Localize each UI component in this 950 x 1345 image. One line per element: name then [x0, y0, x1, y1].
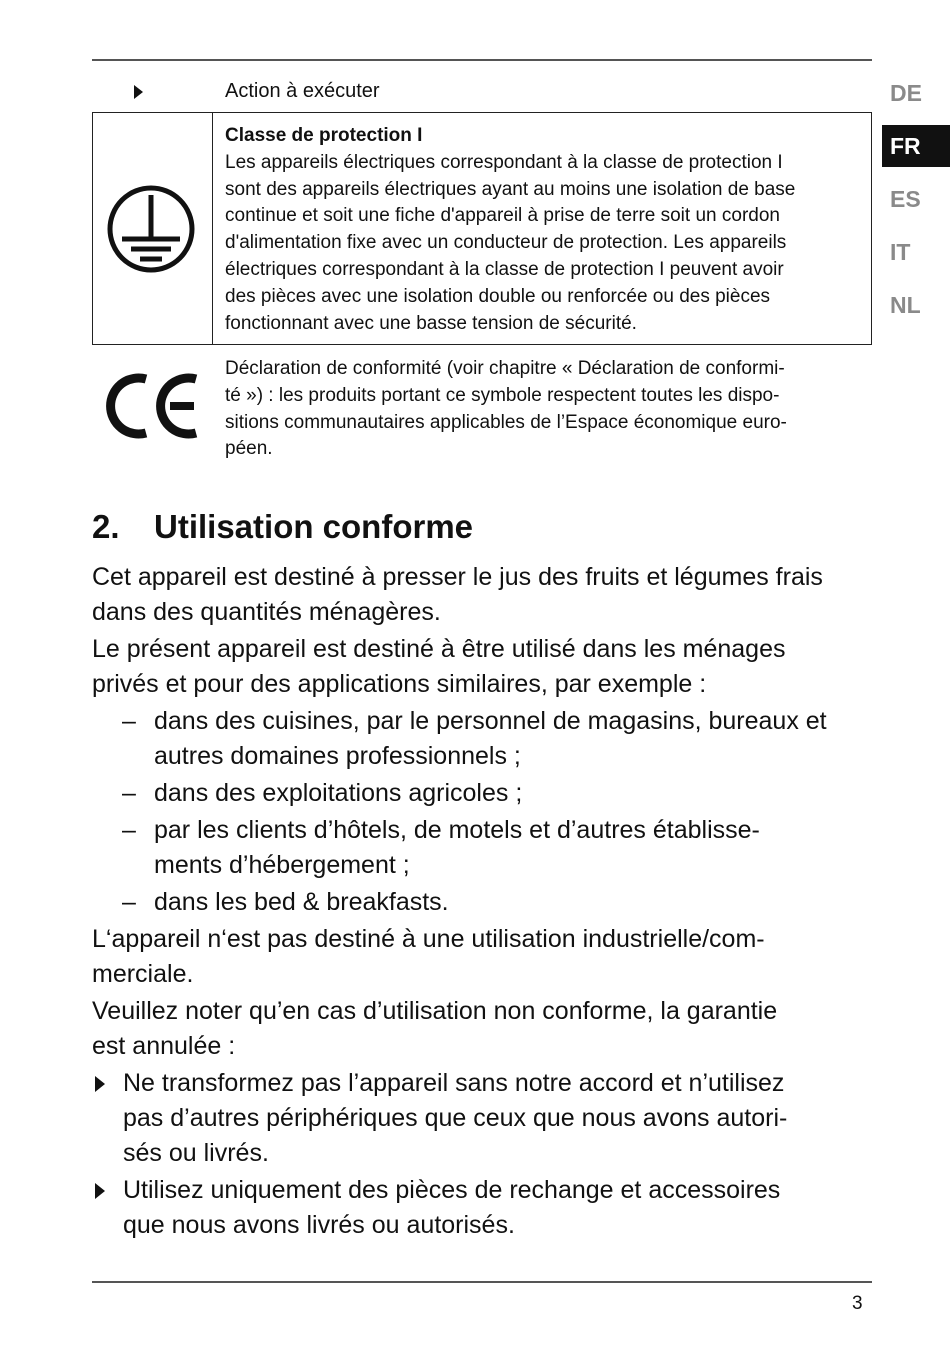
ce-mark-icon [102, 370, 202, 442]
intro-line: Cet appareil est destiné à presser le jus des fruits et légumes frais [92, 563, 823, 591]
section-title: Utilisation conforme [154, 508, 474, 545]
tab-nl[interactable]: NL [890, 292, 921, 318]
list-item-line: dans des exploitations agricoles ; [154, 779, 523, 807]
protection-line: Les appareils électriques correspondant à la classe de protection I [225, 151, 783, 173]
list-item-line: par les clients d’hôtels, de motels et d’autres établisse- [154, 816, 760, 844]
not-industrial-paragraph [92, 922, 882, 992]
protection-description [225, 123, 861, 337]
dash-bullet: – [122, 816, 136, 844]
intro-paragraph [92, 560, 882, 630]
top-rule [92, 59, 872, 61]
tab-es[interactable]: ES [890, 186, 921, 212]
usage-paragraph [92, 632, 882, 702]
list-item [122, 813, 884, 883]
list-item-line: ments d’hébergement ; [154, 851, 410, 879]
paragraph-line: Veuillez noter qu’en cas d’utilisation non conforme, la garantie [92, 997, 778, 1025]
tab-it[interactable]: IT [890, 239, 911, 265]
protection-line: sont des appareils électriques ayant au moins une isolation de base [225, 178, 796, 200]
section-number: 2. [92, 508, 120, 545]
protection-title: Classe de protection I [225, 125, 423, 146]
action-item [123, 1173, 863, 1243]
paragraph-line: L‘appareil n‘est pas destiné à une utilisation industrielle/com- [92, 925, 765, 953]
list-item-line: dans les bed & breakfasts. [154, 888, 449, 916]
protection-line: fonctionnant avec une basse tension de sécurité. [225, 312, 637, 334]
ce-line: péen. [225, 438, 273, 460]
intro-line: dans des quantités ménagères. [92, 598, 441, 626]
dash-bullet: – [122, 707, 136, 735]
dash-bullet: – [122, 888, 136, 916]
language-tabs [882, 72, 950, 337]
protective-earth-icon [105, 183, 197, 275]
tab-fr[interactable]: FR [882, 125, 950, 167]
protection-line: d'alimentation fixe avec un conducteur de protection. Les appareils [225, 232, 787, 254]
protection-line: continue et soit une fiche d'appareil à prise de terre soit un cordon [225, 205, 780, 227]
action-arrow-icon [95, 1183, 105, 1199]
warranty-paragraph [92, 994, 882, 1064]
protection-line: électriques correspondant à la classe de protection I peuvent avoir [225, 258, 784, 280]
section-heading [92, 508, 473, 546]
ce-line: té ») : les produits portant ce symbole respectent toutes les dispo- [225, 384, 780, 406]
dash-bullet: – [122, 779, 136, 807]
action-line: sés ou livrés. [123, 1139, 269, 1167]
usage-line: privés et pour des applications similaires, par exemple : [92, 670, 707, 698]
list-item [122, 885, 884, 920]
protection-symbol-cell [93, 113, 213, 344]
list-item-line: autres domaines professionnels ; [154, 742, 521, 770]
usage-line: Le présent appareil est destiné à être utilisé dans les ménages [92, 635, 786, 663]
ce-declaration-row [92, 356, 872, 466]
ce-line: sitions communautaires applicables de l’Espace économique euro- [225, 411, 787, 433]
action-line: pas d’autres périphériques que ceux que nous avons autori- [123, 1104, 788, 1132]
paragraph-line: est annulée : [92, 1032, 236, 1060]
paragraph-line: merciale. [92, 960, 194, 988]
action-arrow-icon [95, 1076, 105, 1092]
legend-action-label: Action à exécuter [225, 80, 380, 102]
legend-action-row [92, 80, 872, 106]
protection-class-box [92, 112, 872, 345]
ce-description [225, 356, 855, 463]
list-item [122, 704, 884, 774]
action-item [123, 1066, 863, 1171]
list-item [122, 776, 884, 811]
tab-de[interactable]: DE [890, 80, 922, 106]
action-line: Utilisez uniquement des pièces de rechange et accessoires [123, 1176, 781, 1204]
protection-line: des pièces avec une isolation double ou renforcée ou des pièces [225, 285, 771, 307]
action-line: que nous avons livrés ou autorisés. [123, 1211, 515, 1239]
bottom-rule [92, 1281, 872, 1283]
page-number: 3 [852, 1293, 863, 1314]
ce-line: Déclaration de conformité (voir chapitre « Déclaration de conformi- [225, 358, 785, 379]
action-arrow-icon [134, 85, 143, 99]
action-line: Ne transformez pas l’appareil sans notre accord et n’utilisez [123, 1069, 785, 1097]
list-item-line: dans des cuisines, par le personnel de magasins, bureaux et [154, 707, 827, 735]
